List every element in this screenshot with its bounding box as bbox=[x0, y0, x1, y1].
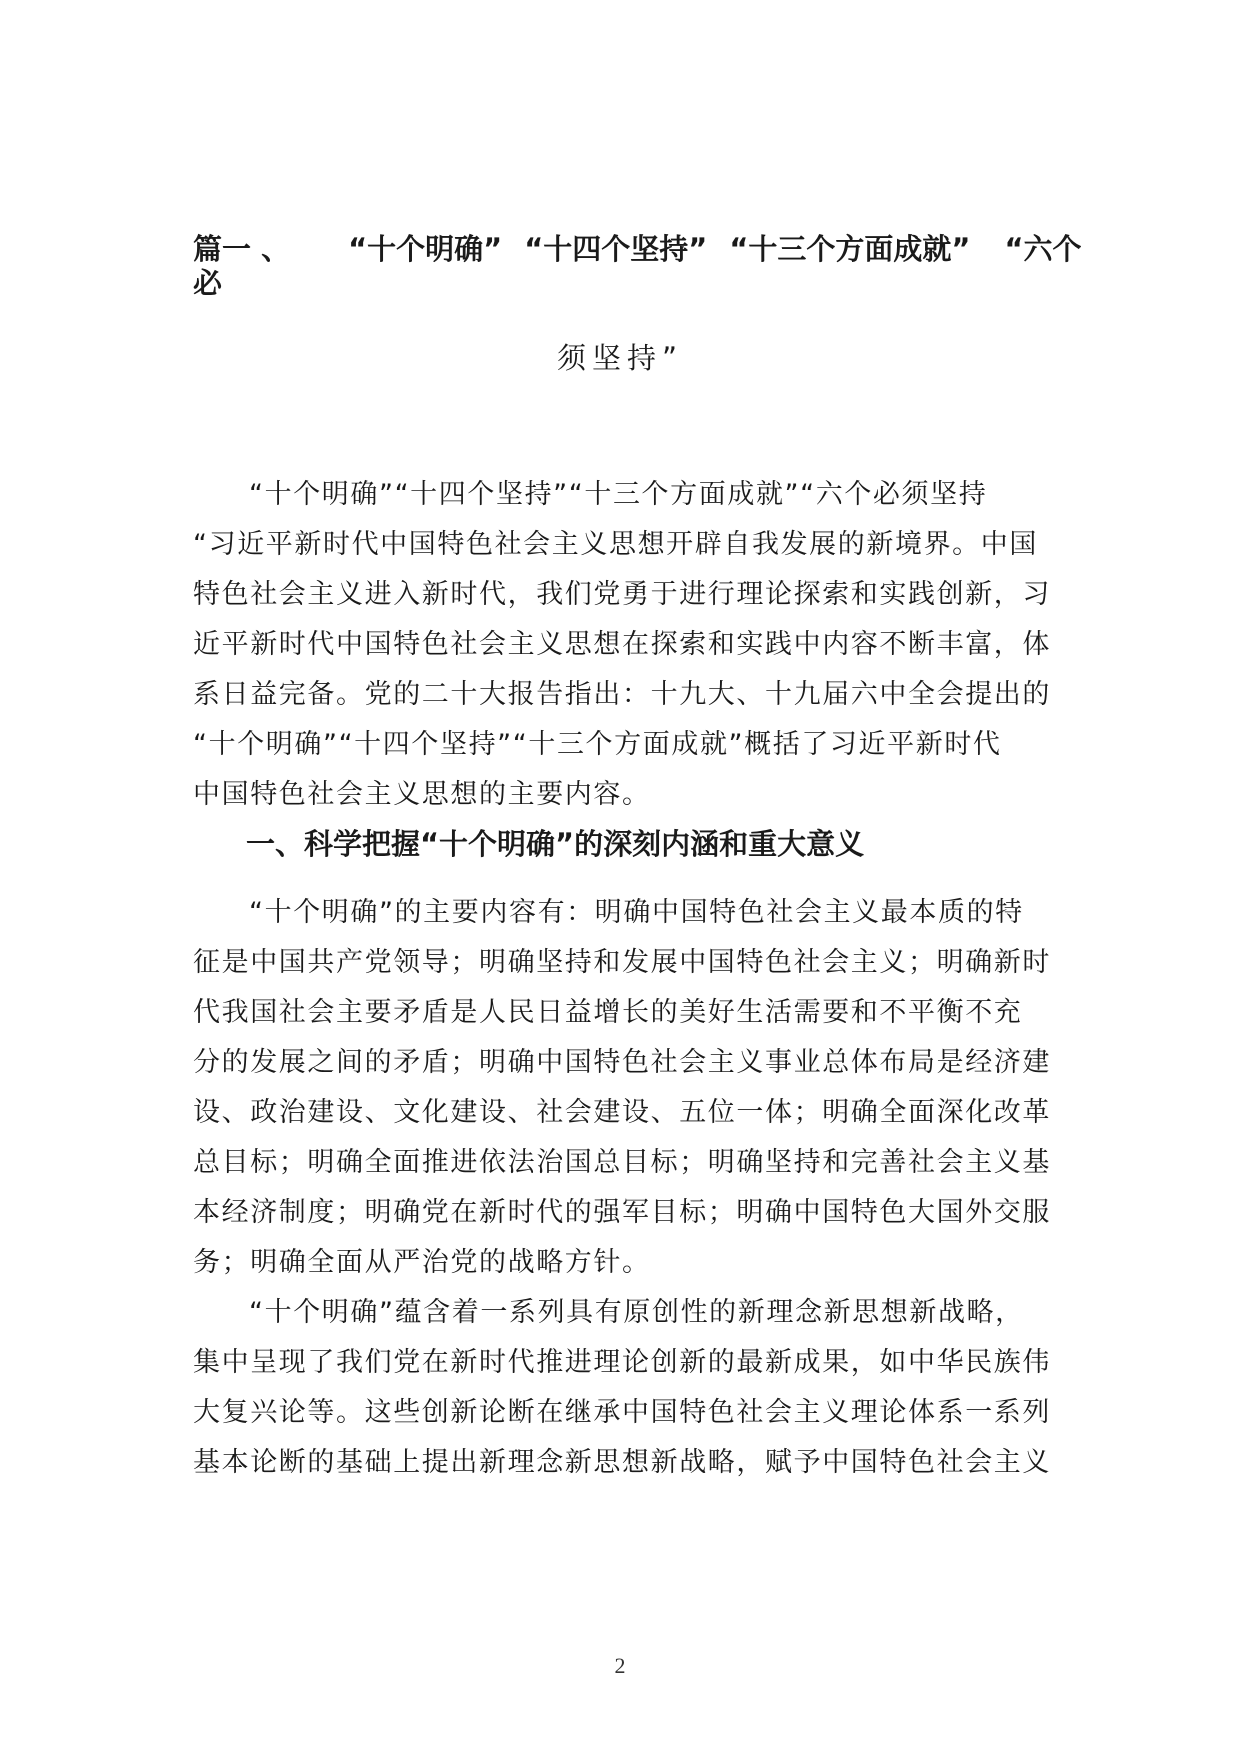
paragraph-line: 代我国社会主要矛盾是人民日益增长的美好生活需要和不平衡不充 bbox=[193, 997, 1023, 1028]
paragraph-line: “十个明确”的主要内容有：明确中国特色社会主义最本质的特 bbox=[249, 897, 1024, 928]
paragraph-line: 征是中国共产党领导；明确坚持和发展中国特色社会主义；明确新时 bbox=[193, 947, 1051, 978]
title-part: “六个 bbox=[1004, 232, 1082, 266]
intro-paragraph bbox=[193, 470, 1053, 820]
title-part: “十四个坚持” bbox=[524, 232, 708, 266]
title-line-1 bbox=[193, 232, 1082, 266]
title-part: “十三个方面成就” bbox=[729, 232, 971, 266]
paragraph-line: 总目标；明确全面推进依法治国总目标；明确坚持和完善社会主义基 bbox=[193, 1147, 1051, 1178]
paragraph-line: 分的发展之间的矛盾；明确中国特色社会主义事业总体布局是经济建 bbox=[193, 1047, 1051, 1078]
paragraph-line: 大复兴论等。这些创新论断在继承中国特色社会主义理论体系一系列 bbox=[193, 1397, 1051, 1428]
page-number: 2 bbox=[614, 1653, 626, 1678]
paragraph-line: 特色社会主义进入新时代，我们党勇于进行理论探索和实践创新，习 bbox=[193, 579, 1051, 610]
section-heading: 一、科学把握“十个明确”的深刻内涵和重大意义 bbox=[246, 827, 865, 861]
paragraph-line: 近平新时代中国特色社会主义思想在探索和实践中内容不断丰富，体 bbox=[193, 629, 1051, 660]
title-line-2: 必 bbox=[193, 266, 223, 300]
paragraph-line: 系日益完备。党的二十大报告指出：十九大、十九届六中全会提出的 bbox=[193, 679, 1051, 710]
paragraph-line: 中国特色社会主义思想的主要内容。 bbox=[193, 779, 651, 810]
paragraph-2 bbox=[193, 1288, 1053, 1488]
paragraph-1 bbox=[193, 888, 1053, 1288]
paragraph-line: 本经济制度；明确党在新时代的强军目标；明确中国特色大国外交服 bbox=[193, 1197, 1051, 1228]
paragraph-line: 基本论断的基础上提出新理念新思想新战略，赋予中国特色社会主义 bbox=[193, 1447, 1051, 1478]
paragraph-line: 集中呈现了我们党在新时代推进理论创新的最新成果，如中华民族伟 bbox=[193, 1347, 1051, 1378]
paragraph-line: 设、政治建设、文化建设、社会建设、五位一体；明确全面深化改革 bbox=[193, 1097, 1051, 1128]
paragraph-line: “习近平新时代中国特色社会主义思想开辟自我发展的新境界。中国 bbox=[193, 529, 1038, 560]
title-part: “十个明确” bbox=[348, 232, 503, 266]
paragraph-line: 务；明确全面从严治党的战略方针。 bbox=[193, 1247, 651, 1278]
paragraph-line: “十个明确”“十四个坚持”“十三个方面成就”“六个必须坚持 bbox=[249, 479, 988, 510]
title-line-3: 须坚持” bbox=[556, 341, 684, 375]
paragraph-line: “十个明确”蕴含着一系列具有原创性的新理念新思想新战略， bbox=[249, 1297, 1024, 1328]
title-part: 篇一 、 bbox=[193, 232, 291, 266]
paragraph-line: “十个明确”“十四个坚持”“十三个方面成就”概括了习近平新时代 bbox=[193, 729, 1002, 760]
